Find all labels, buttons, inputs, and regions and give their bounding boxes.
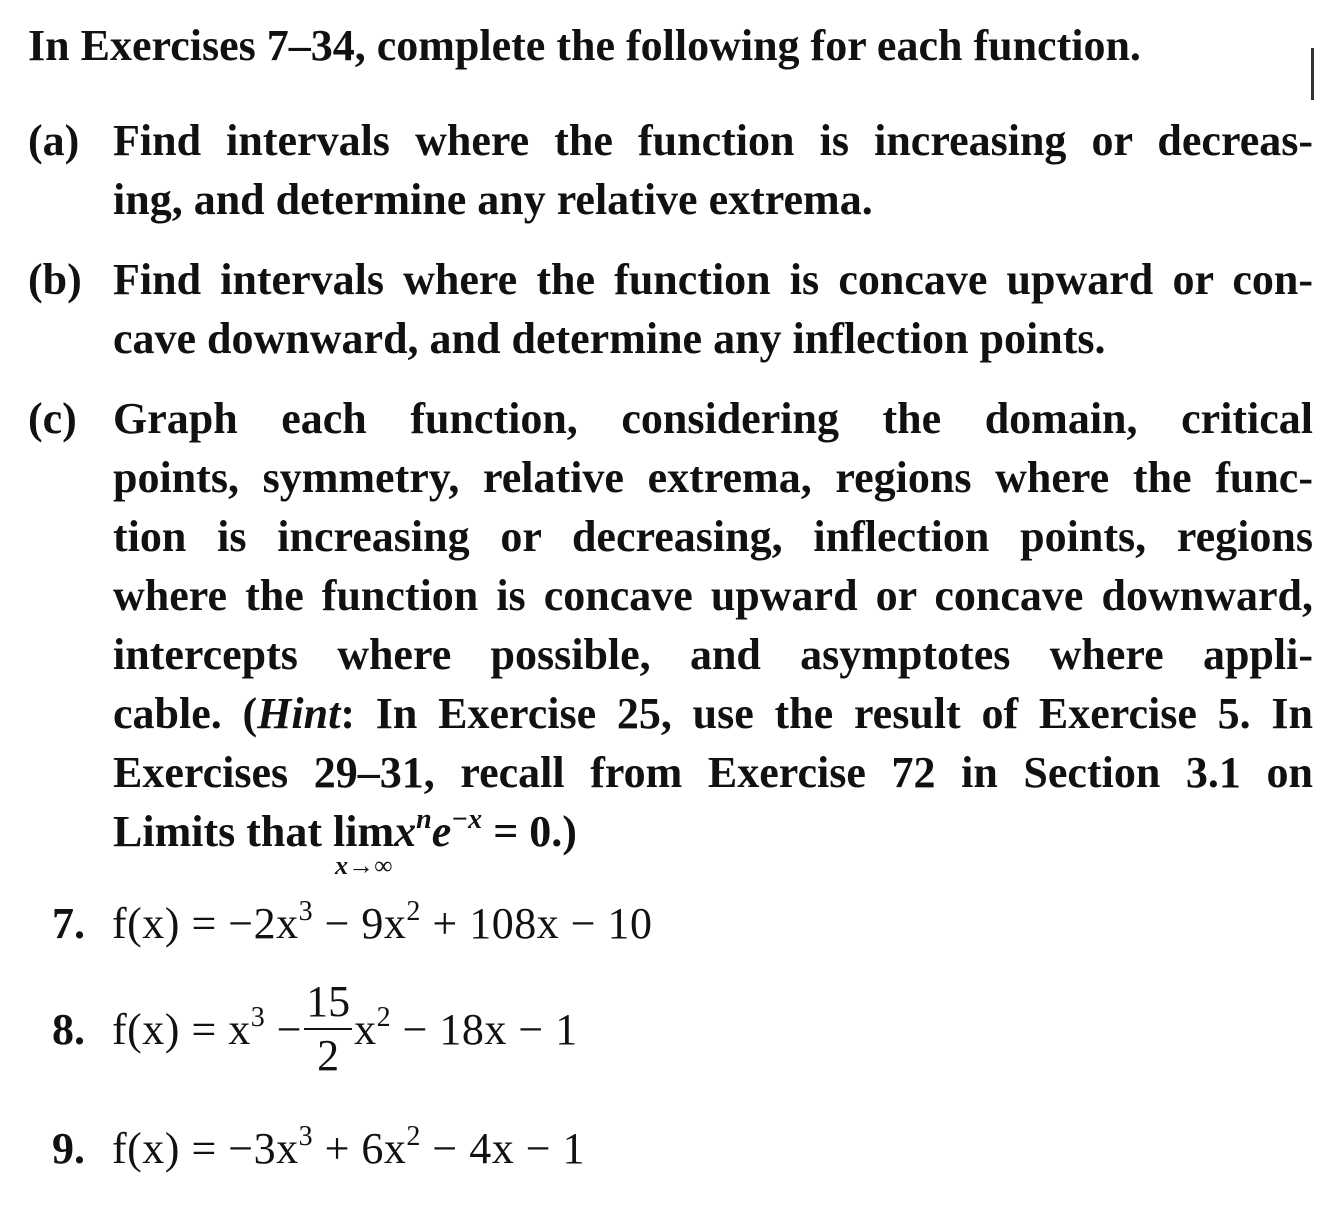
part-label: (c) [28,394,77,443]
exercise-8 [52,977,578,1080]
part-label: (b) [28,255,82,304]
part-text [113,389,1313,880]
equation-part: f(x) = −3x [112,1124,299,1173]
text-fragment: cable. ( [113,689,258,738]
text-line: intercepts where possible, and asymptotes where appli- [113,630,1313,679]
exponent: 2 [406,896,421,927]
text-line: points, symmetry, relative extrema, regions where the func- [113,453,1313,502]
exponent: 3 [298,896,314,927]
text-line: Graph each function, considering the domain, critical [113,394,1313,443]
equation-part: − 9x [313,899,407,948]
equation-part: − 18x − 1 [391,1004,578,1054]
fraction [304,977,352,1080]
text-line: Find intervals where the function is increasing or decreas- [113,116,1313,165]
exercise-7 [52,898,653,949]
equation-part: + 6x [313,1124,407,1173]
fraction-numerator: 15 [306,977,351,1026]
equation-part: f(x) = x [112,1004,251,1054]
text-line: tion is increasing or decreasing, inflection points, regions [113,512,1313,561]
fraction-denominator: 2 [317,1031,340,1080]
text-line: Find intervals where the function is concave upward or con- [113,255,1313,304]
exercise-number: 8. [52,1004,85,1054]
text-fragment: : In Exercise 25, use the result of Exercise 5. In [340,689,1313,738]
instructions-heading: In Exercises 7–34, complete the following for each function. [28,21,1141,70]
text-line-hint [113,684,1313,743]
equation [354,1001,578,1055]
exercise-number: 7. [52,899,85,948]
exponent: 3 [298,1121,314,1152]
equation-part: x [354,1004,377,1054]
hint-word: Hint [257,689,341,738]
equation-part: − 4x − 1 [420,1124,586,1173]
part-text [113,250,1313,368]
exercise-9 [52,1123,585,1174]
exponent: 2 [406,1121,421,1152]
text-fragment: Limits that [113,807,333,856]
text-line: where the function is concave upward or concave downward, [113,571,1313,620]
limit-operator [333,802,395,880]
lim-word: lim [333,807,395,856]
fraction-bar [304,1028,352,1030]
limit-base-e: e [431,807,452,856]
exponent: 3 [250,1001,266,1033]
exercise-number: 9. [52,1124,85,1173]
limit-exp-n: n [416,804,432,835]
equation [112,896,653,948]
limit-base-x: x [394,807,417,856]
text-line: cave downward, and determine any inflection points. [113,314,1106,363]
part-label: (a) [28,116,80,165]
equation-part: + 108x − 10 [420,899,653,948]
text-line: ing, and determine any relative extrema. [113,175,873,224]
limit-exp-negx: −x [451,804,483,835]
limit-subscript: x→∞ [335,851,393,880]
page-edge-mark [1311,48,1314,100]
equation-part: f(x) = −2x [112,899,299,948]
text-line: Exercises 29–31, recall from Exercise 72 in Section 3.1 on [113,748,1313,797]
equation-part: − [265,1004,303,1054]
equation [112,1121,586,1173]
text-line-limit [113,802,1313,880]
text-fragment: = 0.) [482,807,577,856]
equation [112,1001,303,1055]
part-text [113,111,1313,229]
exponent: 2 [376,1001,392,1033]
